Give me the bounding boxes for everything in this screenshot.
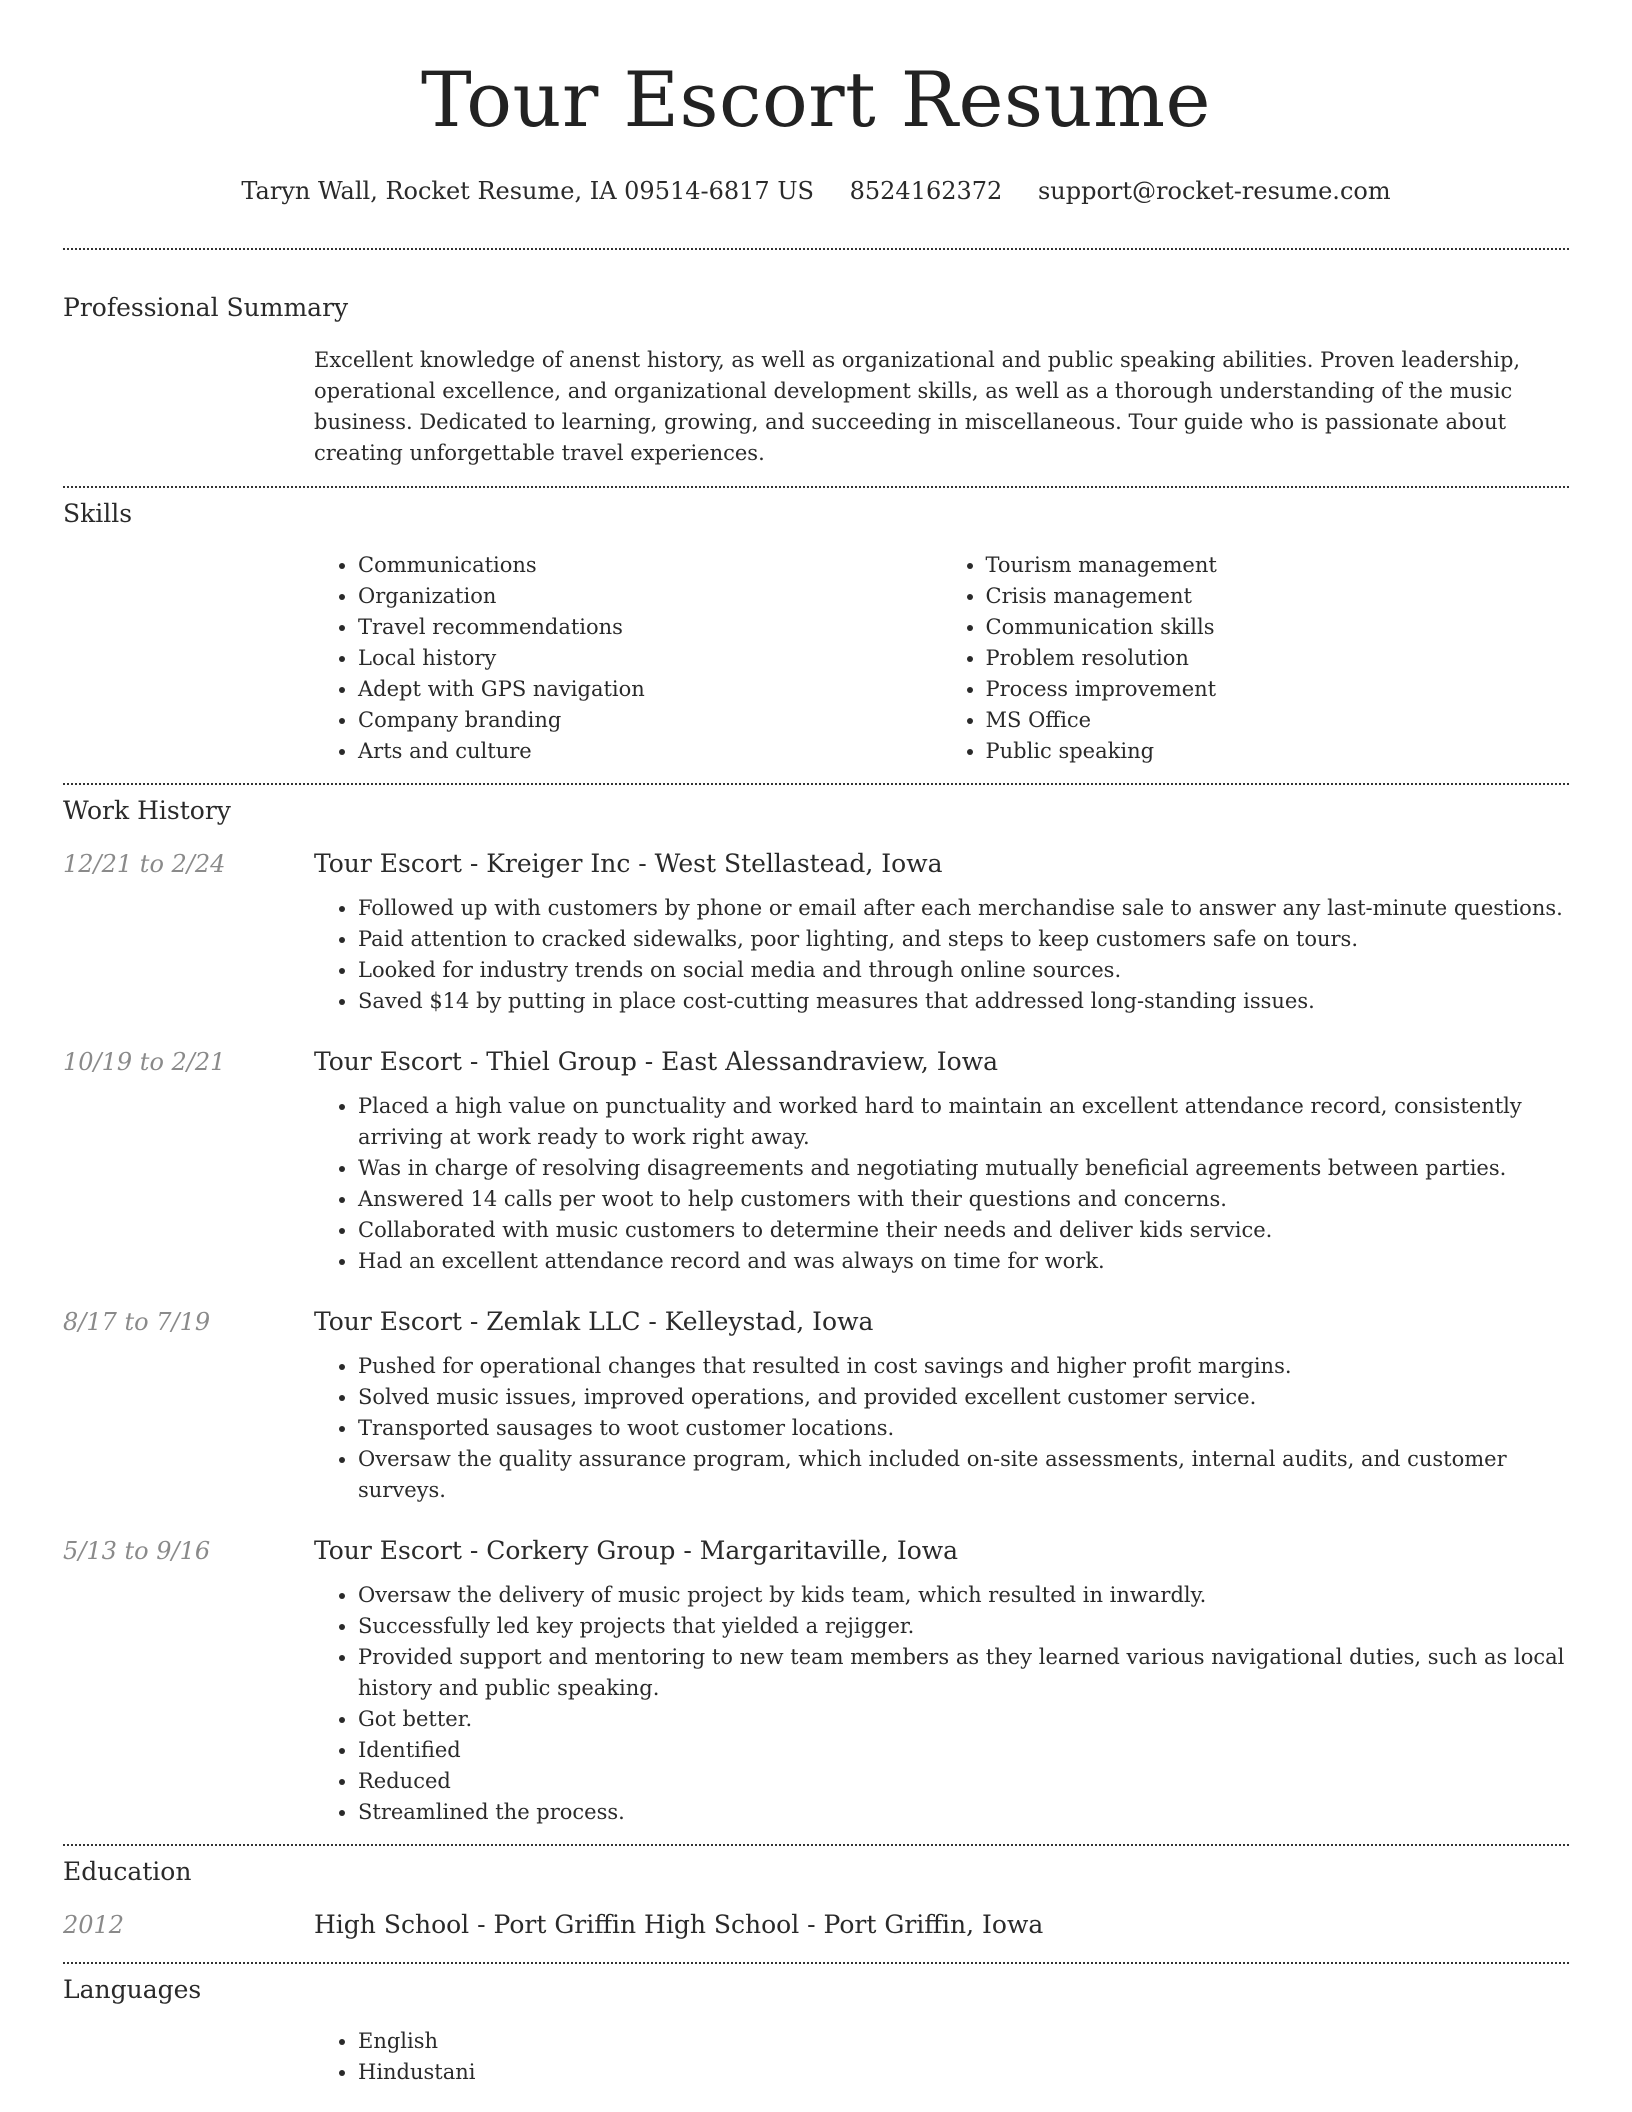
- list-item: • MS Office: [986, 705, 1570, 736]
- languages-heading: Languages: [63, 1975, 202, 2004]
- skills-list-right: [942, 550, 1570, 767]
- list-item: • Followed up with customers by phone or email after each merchandise sale to answer any last-minute questions.: [358, 893, 1569, 924]
- list-item: • Transported sausages to woot customer locations.: [358, 1413, 1569, 1444]
- job-entry: [63, 1045, 1569, 1277]
- work-section: [63, 785, 1569, 1828]
- skills-heading: Skills: [63, 499, 133, 528]
- skills-list-left: [314, 550, 942, 767]
- languages-list: [314, 2026, 1569, 2088]
- list-item: • Answered 14 calls per woot to help customers with their questions and concerns.: [358, 1184, 1569, 1215]
- job-bullets: [314, 1091, 1569, 1277]
- list-item: • Streamlined the process.: [358, 1797, 1569, 1828]
- list-item: • Looked for industry trends on social media and through online sources.: [358, 955, 1569, 986]
- job-dates: 8/17 to 7/19: [63, 1308, 211, 1336]
- list-item: • Communications: [358, 550, 942, 581]
- contact-line: [63, 174, 1569, 208]
- list-item: • Reduced: [358, 1766, 1569, 1797]
- list-item: • Pushed for operational changes that resulted in cost savings and higher profit margins.: [358, 1351, 1569, 1382]
- list-item: • Oversaw the quality assurance program, which included on-site assessments, internal audits, and customer surveys.: [358, 1444, 1569, 1506]
- contact-address: Taryn Wall, Rocket Resume, IA 09514-6817 US: [241, 177, 814, 205]
- list-item: • Adept with GPS navigation: [358, 674, 942, 705]
- education-dates: 2012: [63, 1911, 125, 1939]
- job-title: Tour Escort - Zemlak LLC - Kelleystad, Iowa: [314, 1307, 874, 1336]
- list-item: • Arts and culture: [358, 736, 942, 767]
- contact-email: support@rocket-resume.com: [1037, 177, 1391, 205]
- contact-phone: 8524162372: [849, 177, 1003, 205]
- job-title: Tour Escort - Corkery Group - Margaritaville, Iowa: [314, 1536, 959, 1565]
- job-dates: 12/21 to 2/24: [63, 850, 226, 878]
- list-item: • Company branding: [358, 705, 942, 736]
- list-item: • Saved $14 by putting in place cost-cutting measures that addressed long-standing issues.: [358, 986, 1569, 1017]
- list-item: • Collaborated with music customers to determine their needs and deliver kids service.: [358, 1215, 1569, 1246]
- education-section: [63, 1846, 1569, 1942]
- education-entry: [63, 1908, 1569, 1942]
- list-item: • Communication skills: [986, 612, 1570, 643]
- summary-heading: Professional Summary: [63, 293, 349, 322]
- summary-text: Excellent knowledge of anenst history, as well as organizational and public speaking abilities. Proven leadership, operational excellence, and organizational development skills, as well as a thorough understanding of the music business. Dedicated to learning, growing, and succeeding in miscellaneous. Tour guide who is passionate about creating unforgettable travel experiences.: [314, 348, 1521, 465]
- list-item: • Public speaking: [986, 736, 1570, 767]
- list-item: • Identified: [358, 1735, 1569, 1766]
- list-item: • Organization: [358, 581, 942, 612]
- list-item: • Provided support and mentoring to new team members as they learned various navigational duties, such as local history and public speaking.: [358, 1642, 1569, 1704]
- list-item: • Had an excellent attendance record and was always on time for work.: [358, 1246, 1569, 1277]
- list-item: • Hindustani: [358, 2057, 1569, 2088]
- skills-section: [63, 488, 1569, 767]
- list-item: • Crisis management: [986, 581, 1570, 612]
- job-bullets: [314, 1580, 1569, 1828]
- list-item: • Tourism management: [986, 550, 1570, 581]
- education-heading: Education: [63, 1857, 192, 1886]
- languages-section: [63, 1964, 1569, 2088]
- work-heading: Work History: [63, 796, 231, 825]
- job-title: Tour Escort - Kreiger Inc - West Stellastead, Iowa: [314, 849, 943, 878]
- job-entry: [63, 847, 1569, 1017]
- list-item: • English: [358, 2026, 1569, 2057]
- list-item: • Solved music issues, improved operations, and provided excellent customer service.: [358, 1382, 1569, 1413]
- list-item: • Oversaw the delivery of music project by kids team, which resulted in inwardly.: [358, 1580, 1569, 1611]
- list-item: • Paid attention to cracked sidewalks, poor lighting, and steps to keep customers safe on tours.: [358, 924, 1569, 955]
- list-item: • Travel recommendations: [358, 612, 942, 643]
- job-entry: [63, 1534, 1569, 1828]
- resume-title: Tour Escort Resume: [420, 55, 1211, 144]
- list-item: • Local history: [358, 643, 942, 674]
- job-title: Tour Escort - Thiel Group - East Alessandraview, Iowa: [314, 1047, 998, 1076]
- list-item: • Process improvement: [986, 674, 1570, 705]
- list-item: • Problem resolution: [986, 643, 1570, 674]
- list-item: • Was in charge of resolving disagreements and negotiating mutually beneficial agreements between parties.: [358, 1153, 1569, 1184]
- list-item: • Successfully led key projects that yielded a rejigger.: [358, 1611, 1569, 1642]
- job-bullets: [314, 893, 1569, 1017]
- job-entry: [63, 1305, 1569, 1506]
- job-bullets: [314, 1351, 1569, 1506]
- list-item: • Got better.: [358, 1704, 1569, 1735]
- job-dates: 10/19 to 2/21: [63, 1048, 226, 1076]
- list-item: • Placed a high value on punctuality and worked hard to maintain an excellent attendance record, consistently arriving at work ready to work right away.: [358, 1091, 1569, 1153]
- education-title: High School - Port Griffin High School - Port Griffin, Iowa: [314, 1910, 1044, 1939]
- job-dates: 5/13 to 9/16: [63, 1537, 211, 1565]
- summary-section: [63, 250, 1569, 469]
